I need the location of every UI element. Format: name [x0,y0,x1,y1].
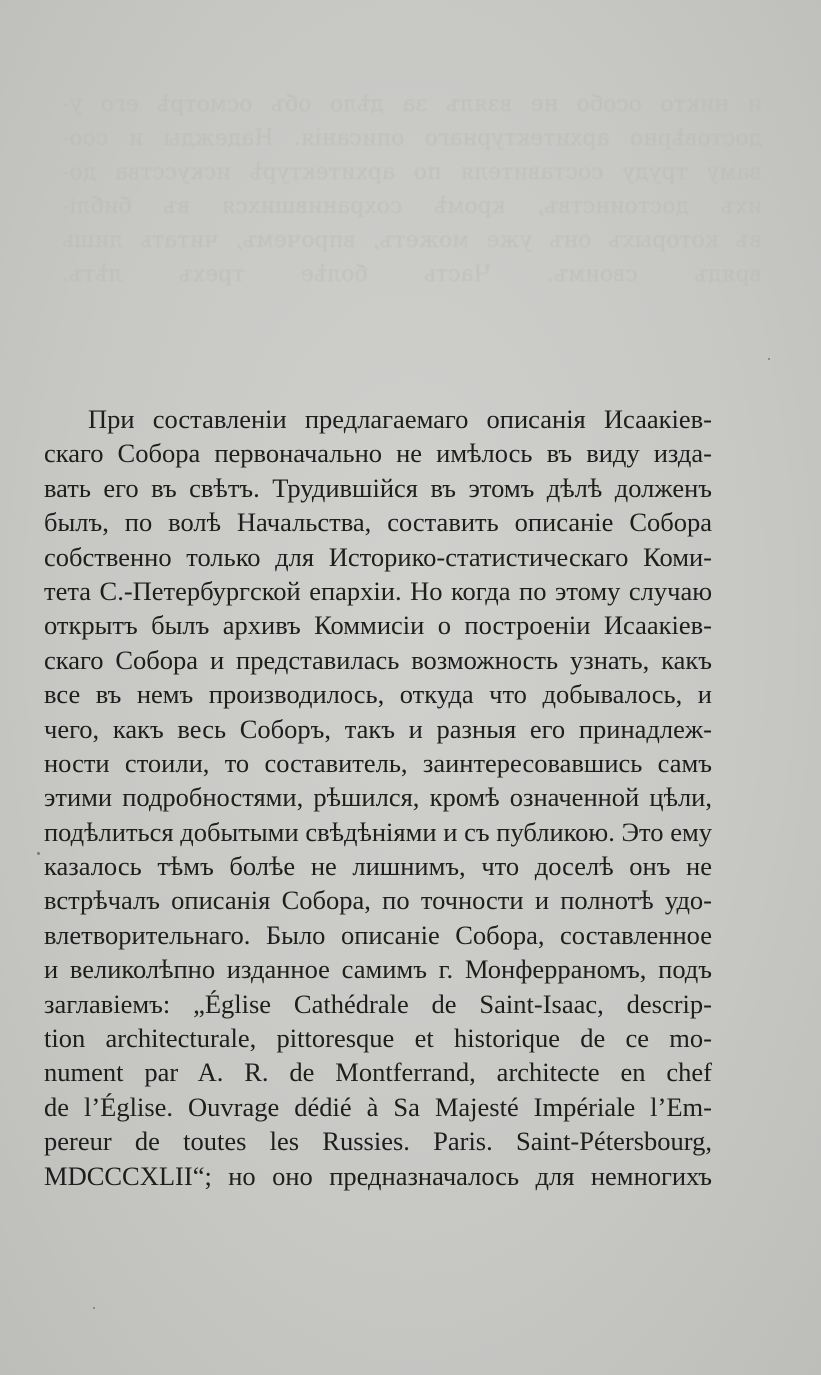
bleed-line: ваму труду составителя по архитектурѣ искусства до- [62,160,762,185]
bleed-through-text [62,88,762,292]
paper-speck [93,1307,95,1309]
text-line: казалось тѣмъ болѣе не лишнимъ, что доселѣ онъ не [44,851,712,882]
text-line: собственно только для Историко-статистическаго Коми- [44,541,712,572]
text-line: этими подробностями, рѣшился, кромѣ означенной цѣли, [44,782,712,813]
text-line: вать его въ свѣтъ. Трудившійся въ этомъ дѣлѣ долженъ [44,472,712,503]
text-line: tion architecturale, pittoresque et historique de ce mo- [44,1023,712,1054]
text-line: скаго Собора и представилась возможность узнать, какъ [44,644,712,675]
text-line: чего, какъ весь Соборъ, такъ и разныя его принадлеж- [44,713,712,744]
text-line: MDCCCXLII“; но оно предназначалось для немногихъ [44,1160,712,1191]
text-line: pereur de toutes les Russies. Paris. Saint-Pétersbourg, [44,1126,712,1157]
text-line: скаго Собора первоначально не имѣлось въ виду изда- [44,438,712,469]
text-line: влетворительнаго. Было описаніе Собора, составленное [44,919,712,950]
text-line: встрѣчалъ описанія Собора, по точности и полнотѣ удо- [44,885,712,916]
text-line: и великолѣпно изданное самимъ г. Монферраномъ, подъ [44,954,712,985]
paper-speck [37,852,40,855]
text-line: все въ немъ производилось, откуда что добывалось, и [44,679,712,710]
text-line: былъ, по волѣ Начальства, составить описаніе Собора [44,507,712,538]
text-line: заглавіемъ: „Église Cathédrale de Saint-Isaac, descrip- [44,988,712,1019]
text-line: de l’Église. Ouvrage dédié à Sa Majesté Impériale l’Em- [44,1091,712,1122]
text-line: ности стоили, то составитель, заинтересовавшись самъ [44,747,712,778]
preface-paragraph [44,402,712,1193]
bleed-line: достовѣрно архитектурнаго описанія. Надежды и соо- [62,126,762,151]
bleed-line: и никто особо не взялъ за дѣло объ осмотрѣ его у- [62,92,762,117]
paper-speck [768,358,770,360]
bleed-line: ихъ достоинствъ, кромѣ сохранившихся въ библі- [62,194,762,219]
bleed-line: врядъ своимъ. Часть болѣе трехъ лѣтъ. [62,262,762,287]
text-line: открытъ былъ архивъ Коммисіи о построеніи Исаакіев- [44,610,712,641]
bleed-line: въ которыхъ онъ уже можетъ, впрочемъ, читать лишь [62,228,762,253]
text-line: При составленіи предлагаемаго описанія Исаакіев- [88,404,712,434]
text-line: тета С.-Петербургской епархіи. Но когда по этому случаю [44,575,712,606]
text-line: nument par A. R. de Montferrand, architecte en chef [44,1057,712,1088]
text-line: подѣлиться добытыми свѣдѣніями и съ публикою. Это ему [44,816,712,847]
